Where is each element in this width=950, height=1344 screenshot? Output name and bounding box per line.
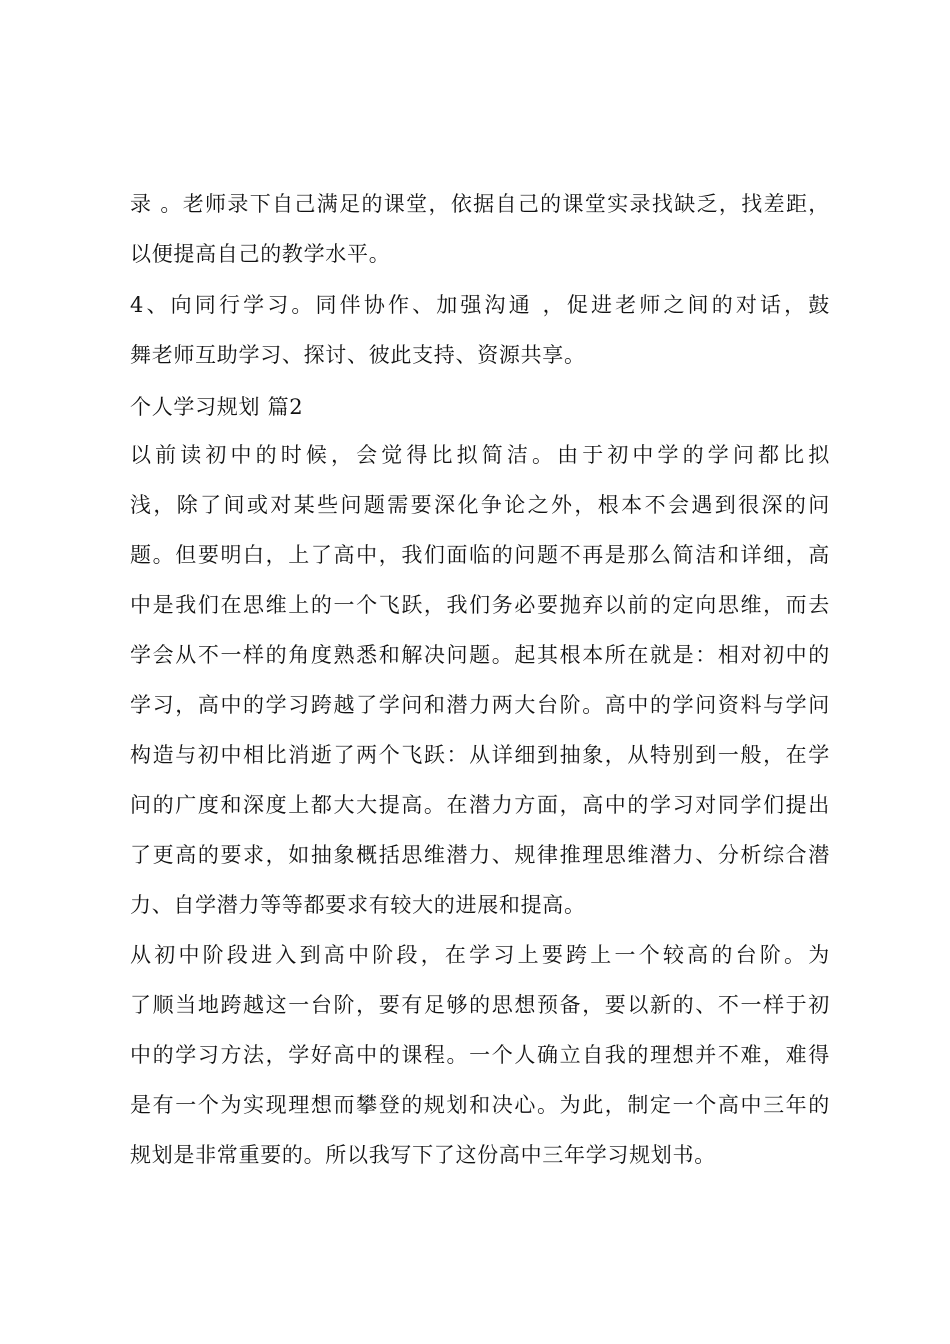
text-line: 4、向同行学习。同伴协作、加强沟通 ，促进老师之间的对话，鼓 [130,293,830,317]
text-line: 中的学习方法，学好高中的课程。一个人确立自我的理想并不难，难得 [130,1043,830,1067]
text-line: 了更高的要求，如抽象概括思维潜力、规律推理思维潜力、分析综合潜 [130,843,830,867]
text-line: 构造与初中相比消逝了两个飞跃：从详细到抽象，从特别到一般，在学 [130,743,830,767]
text-line: 是有一个为实现理想而攀登的规划和决心。为此，制定一个高中三年的 [130,1093,830,1117]
text-line: 以前读初中的时候，会觉得比拟简洁。由于初中学的学问都比拟 [130,443,830,467]
text-line: 题。但要明白，上了高中，我们面临的问题不再是那么简洁和详细，高 [130,543,830,567]
text-line: 以便提高自己的教学水平。 [130,242,391,266]
text-line: 规划是非常重要的。所以我写下了这份高中三年学习规划书。 [130,1143,716,1167]
section-heading: 个人学习规划 篇2 [130,395,304,419]
text-line: 从初中阶段进入到高中阶段，在学习上要跨上一个较高的台阶。为 [130,943,830,967]
text-line: 力、自学潜力等等都要求有较大的进展和提高。 [130,893,586,917]
text-line: 中是我们在思维上的一个飞跃，我们务必要抛弃以前的定向思维，而去 [130,593,830,617]
text-line: 浅，除了间或对某些问题需要深化争论之外，根本不会遇到很深的问 [130,493,830,517]
text-line: 学习，高中的学习跨越了学问和潜力两大台阶。高中的学问资料与学问 [130,693,830,717]
text-line: 了顺当地跨越这一台阶，要有足够的思想预备，要以新的、不一样于初 [130,993,830,1017]
text-line: 问的广度和深度上都大大提高。在潜力方面，高中的学习对同学们提出 [130,793,830,817]
text-line: 录 。老师录下自己满足的课堂，依据自己的课堂实录找缺乏，找差距， [130,192,830,216]
text-line: 学会从不一样的角度熟悉和解决问题。起其根本所在就是：相对初中的 [130,643,830,667]
text-line: 舞老师互助学习、探讨、彼此支持、资源共享。 [130,343,586,367]
